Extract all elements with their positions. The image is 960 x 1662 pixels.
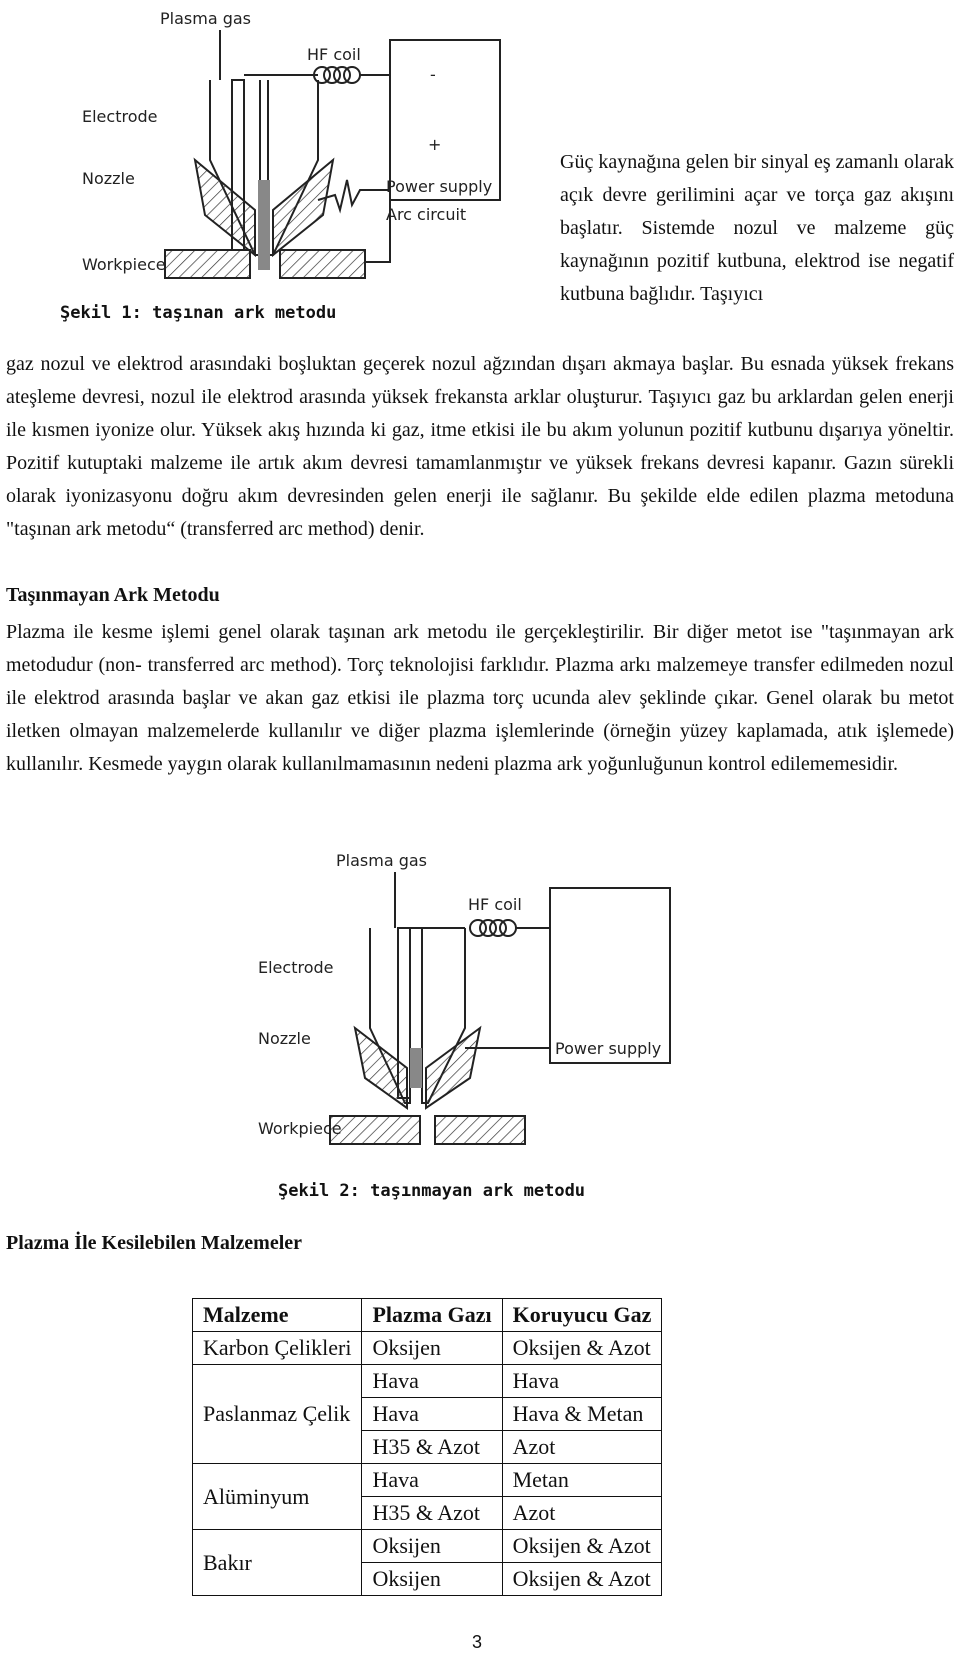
shield-gas-cell: Metan <box>502 1464 662 1497</box>
plasma-gas-cell: H35 & Azot <box>362 1431 502 1464</box>
material-cell: Bakır <box>193 1530 362 1596</box>
shield-gas-cell: Hava & Metan <box>502 1398 662 1431</box>
shield-gas-cell: Azot <box>502 1497 662 1530</box>
table-row <box>193 1464 662 1497</box>
header-shield-gas: Koruyucu Gaz <box>502 1299 662 1332</box>
fig2-plasma-gas-label: Plasma gas <box>336 851 428 870</box>
shield-gas-cell: Oksijen & Azot <box>502 1332 662 1365</box>
fig1-power-supply-label: Power supply <box>386 177 493 196</box>
shield-gas-cell: Oksijen & Azot <box>502 1530 662 1563</box>
fig1-electrode-label: Electrode <box>82 107 158 126</box>
shield-gas-cell: Hava <box>502 1365 662 1398</box>
fig2-nozzle-label: Nozzle <box>258 1029 311 1048</box>
fig1-arc-circuit-label: Arc circuit <box>386 205 467 224</box>
table-row <box>193 1530 662 1563</box>
figure-1-transferred-arc <box>60 0 520 340</box>
paragraph-non-transferred-arc: Plazma ile kesme işlemi genel olarak taşınan ark metodu ile gerçekleştirilir. Bir diğer metot ise "taşınmayan ark metodudur (non- transferred arc method). Torç teknolojisi farklıdır. Plazma arkı malzemeye transfer edilmeden nozul ile elektrod arasında başlar ve akan gaz etkisi ile plazma torç ucunda alev şeklinde çıkar. Genel olarak bu metot iletken olmayan malzemelerde kullanılır ve diğer plazma işlemlerinde (örneğin yüzey kaplamada, atık işlemede) kullanılır. Kesmede yaygın olarak kullanılmamasının nedeni plazma ark yoğunluğunun kontrol edilememesidir. <box>6 621 954 775</box>
plasma-gas-cell: Hava <box>362 1365 502 1398</box>
table-row <box>193 1365 662 1398</box>
fig2-hf-coil-label: HF coil <box>468 895 522 914</box>
plasma-gas-cell: Hava <box>362 1398 502 1431</box>
figure-2-non-transferred-arc <box>250 848 710 1208</box>
materials-table <box>192 1298 662 1596</box>
plasma-gas-cell: H35 & Azot <box>362 1497 502 1530</box>
shield-gas-cell: Oksijen & Azot <box>502 1563 662 1596</box>
fig1-caption: Şekil 1: taşınan ark metodu <box>60 303 337 323</box>
paragraph-transferred-arc: gaz nozul ve elektrod arasındaki boşluktan geçerek nozul ağzından dışarı akmaya başlar. Bu esnada yüksek frekans ateşleme devresi, nozul ile elektrod arasında yüksek frekansta arklar oluşturur. Taşıyıcı gaz bu arklardan gelen enerji ile kısmen iyonize olur. Yüksek akış hızında ki gaz, itme etkisi ile bu akım yolunun pozitif kutbunu dışarıya yöneltir. Pozitif kutuptaki malzeme ile artık akım devresi tamamlanmıştır ve yüksek frekans devresi kapanır. Gazın sürekli olarak iyonizasyonu doğru akım devresinden gelen enerji ile sağlanır. Bu şekilde elde edilen plazma metoduna "taşınan ark metodu“ (transferred arc method) denir. <box>6 353 954 540</box>
header-material: Malzeme <box>193 1299 362 1332</box>
fig1-hf-coil-label: HF coil <box>307 45 361 64</box>
fig2-workpiece-label: Workpiece <box>258 1119 342 1138</box>
material-cell: Alüminyum <box>193 1464 362 1530</box>
fig2-caption: Şekil 2: taşınmayan ark metodu <box>278 1181 586 1201</box>
side-paragraph: Güç kaynağına gelen bir sinyal eş zamanlı olarak açık devre gerilimini açar ve torça gaz akışını başlatır. Sistemde nozul ve malzeme güç kaynağının pozitif kutbuna, elektrod ise negatif kutbuna bağlıdır. Taşıyıcı <box>560 151 954 305</box>
material-cell: Paslanmaz Çelik <box>193 1365 362 1464</box>
section-heading-non-transferred: Taşınmayan Ark Metodu <box>6 584 220 606</box>
plasma-gas-cell: Oksijen <box>362 1332 502 1365</box>
table-heading: Plazma İle Kesilebilen Malzemeler <box>6 1232 303 1254</box>
plasma-gas-cell: Hava <box>362 1464 502 1497</box>
fig1-workpiece-label: Workpiece <box>82 255 166 274</box>
table-header-row <box>193 1299 662 1332</box>
table-row <box>193 1332 662 1365</box>
fig1-minus-sign: - <box>430 65 436 84</box>
fig1-plus-sign: + <box>428 135 442 154</box>
fig1-plasma-gas-label: Plasma gas <box>160 9 252 28</box>
plasma-gas-cell: Oksijen <box>362 1530 502 1563</box>
fig2-electrode-label: Electrode <box>258 958 334 977</box>
material-cell: Karbon Çelikleri <box>193 1332 362 1365</box>
plasma-gas-cell: Oksijen <box>362 1563 502 1596</box>
fig2-power-supply-label: Power supply <box>555 1039 662 1058</box>
fig1-nozzle-label: Nozzle <box>82 169 135 188</box>
shield-gas-cell: Azot <box>502 1431 662 1464</box>
header-plasma-gas: Plazma Gazı <box>362 1299 502 1332</box>
page-number: 3 <box>472 1632 483 1652</box>
